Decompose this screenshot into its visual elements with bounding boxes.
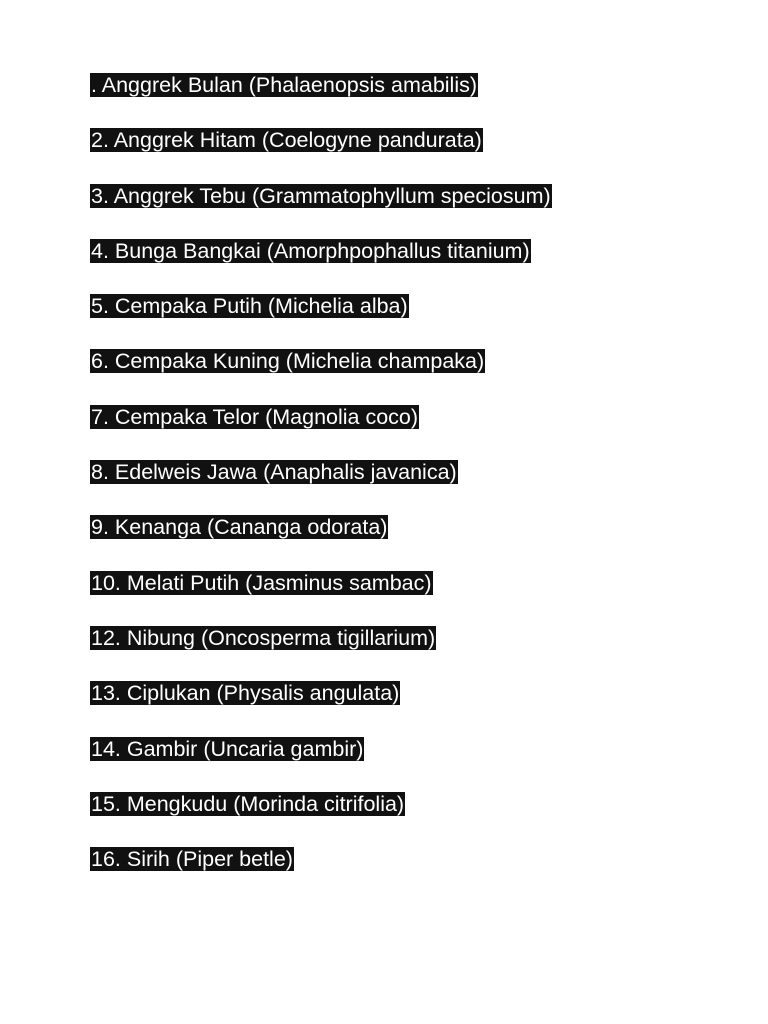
list-item-text: 5. Cempaka Putih (Michelia alba) xyxy=(91,294,408,319)
list-item-text: 2. Anggrek Hitam (Coelogyne pandurata) xyxy=(91,128,482,153)
list-item xyxy=(90,348,690,375)
list-item-text: 7. Cempaka Telor (Magnolia coco) xyxy=(91,404,419,429)
list-item xyxy=(90,846,690,873)
plant-list xyxy=(90,72,690,873)
list-item-text: 9. Kenanga (Cananga odorata) xyxy=(91,515,388,540)
list-item xyxy=(90,459,690,486)
list-item-text: 16. Sirih (Piper betle) xyxy=(91,847,293,872)
list-item-text: . Anggrek Bulan (Phalaenopsis amabilis) xyxy=(91,73,478,97)
list-item-text: 3. Anggrek Tebu (Grammatophyllum speciosum) xyxy=(91,183,551,208)
list-item xyxy=(90,625,690,652)
list-item xyxy=(90,183,560,210)
list-item xyxy=(90,570,690,597)
list-item xyxy=(90,791,690,818)
list-item-text: 4. Bunga Bangkai (Amorphpophallus titanium) xyxy=(91,238,530,263)
list-item xyxy=(90,127,690,154)
list-item xyxy=(90,72,690,99)
list-item xyxy=(90,293,690,320)
list-item-text: 14. Gambir (Uncaria gambir) xyxy=(91,736,364,761)
list-item-text: 10. Melati Putih (Jasminus sambac) xyxy=(91,570,432,595)
list-item-text: 6. Cempaka Kuning (Michelia champaka) xyxy=(91,349,485,374)
list-item xyxy=(90,514,690,541)
list-item-text: 13. Ciplukan (Physalis angulata) xyxy=(91,681,400,706)
list-item xyxy=(90,680,690,707)
list-item-text: 15. Mengkudu (Morinda citrifolia) xyxy=(91,791,405,816)
list-item-text: 8. Edelweis Jawa (Anaphalis javanica) xyxy=(91,460,457,485)
list-item xyxy=(90,238,690,265)
list-item-text: 12. Nibung (Oncosperma tigillarium) xyxy=(91,625,436,650)
list-item xyxy=(90,404,690,431)
list-item xyxy=(90,736,690,763)
